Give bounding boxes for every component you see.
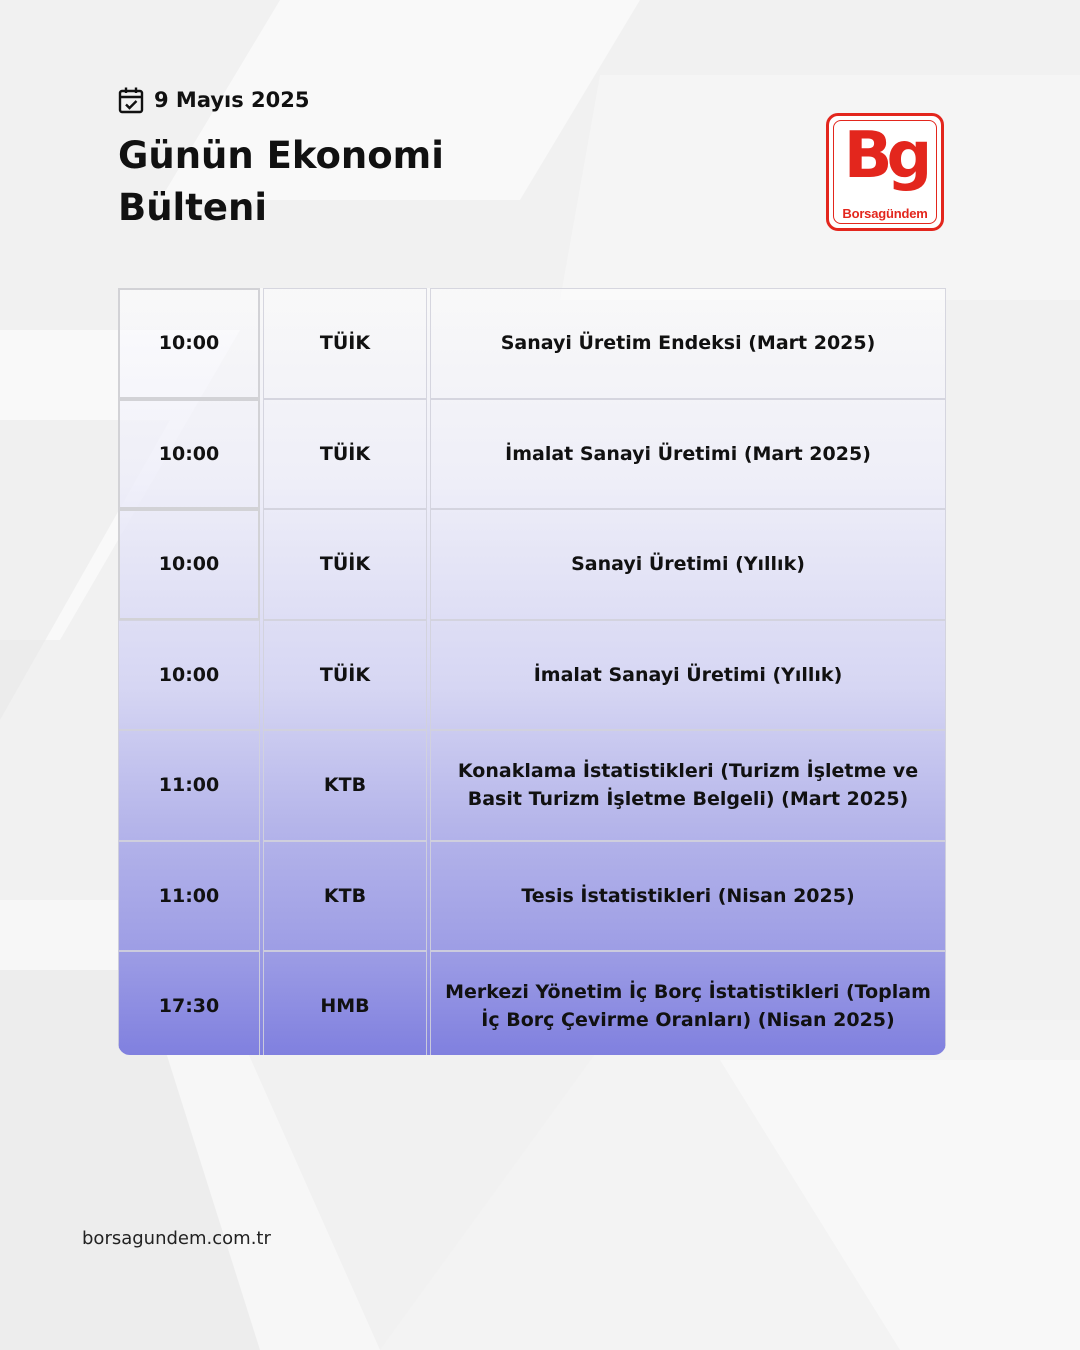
table-row — [118, 620, 946, 731]
table-row — [118, 509, 946, 620]
event-cell-text: İmalat Sanayi Üretimi (Mart 2025) — [505, 442, 871, 465]
event-cell — [430, 730, 946, 841]
time-cell — [118, 620, 260, 731]
event-cell — [430, 288, 946, 399]
time-cell — [118, 951, 260, 1055]
time-cell — [118, 288, 260, 399]
title-line-1: Günün Ekonomi — [118, 134, 444, 177]
event-cell — [430, 951, 946, 1055]
table-row — [118, 841, 946, 952]
event-cell — [430, 620, 946, 731]
event-cell-text: Konaklama İstatistikleri (Turizm İşletme ve Basit Turizm İşletme Belgeli) (Mart 2025) — [457, 760, 919, 811]
time-cell-text: 10:00 — [158, 553, 220, 576]
event-cell — [430, 841, 946, 952]
source-cell — [263, 730, 427, 841]
page-title — [118, 130, 538, 234]
time-cell-text: 17:30 — [158, 995, 220, 1018]
table-row — [118, 951, 946, 1055]
table-row — [118, 288, 946, 399]
borsagundem-logo — [826, 113, 944, 231]
source-cell-text: TÜİK — [319, 442, 371, 465]
event-cell-text: Merkezi Yönetim İç Borç İstatistikleri (Toplam İç Borç Çevirme Oranları) (Nisan 2025) — [445, 981, 931, 1032]
event-cell — [430, 509, 946, 620]
source-cell-text: HMB — [320, 995, 370, 1018]
logo-mark: Bg — [843, 119, 927, 193]
event-cell-text: Tesis İstatistikleri (Nisan 2025) — [521, 884, 855, 907]
table-row — [118, 399, 946, 510]
time-cell — [118, 730, 260, 841]
time-cell — [118, 841, 260, 952]
economic-calendar-table — [118, 288, 946, 1055]
footer-website: borsagundem.com.tr — [82, 1228, 271, 1249]
time-cell — [118, 399, 260, 510]
time-cell — [118, 509, 260, 620]
event-cell-text: Sanayi Üretim Endeksi (Mart 2025) — [500, 332, 876, 355]
event-cell-text: İmalat Sanayi Üretimi (Yıllık) — [533, 663, 843, 686]
table-row — [118, 730, 946, 841]
time-cell-text: 11:00 — [158, 884, 220, 907]
calendar-check-icon — [118, 86, 144, 114]
logo-wordmark: Borsagündem — [842, 206, 928, 221]
source-cell-text: KTB — [323, 774, 367, 797]
source-cell-text: TÜİK — [319, 663, 371, 686]
event-cell — [430, 399, 946, 510]
title-line-2: Bülteni — [118, 186, 268, 229]
time-cell-text: 10:00 — [158, 442, 220, 465]
source-cell — [263, 509, 427, 620]
date-row — [118, 86, 310, 114]
time-cell-text: 10:00 — [158, 332, 220, 355]
bulletin-date: 9 Mayıs 2025 — [154, 88, 310, 112]
source-cell-text: KTB — [323, 884, 367, 907]
source-cell-text: TÜİK — [319, 553, 371, 576]
source-cell — [263, 951, 427, 1055]
source-cell — [263, 841, 427, 952]
source-cell — [263, 399, 427, 510]
source-cell — [263, 620, 427, 731]
source-cell — [263, 288, 427, 399]
time-cell-text: 10:00 — [158, 663, 220, 686]
time-cell-text: 11:00 — [158, 774, 220, 797]
source-cell-text: TÜİK — [319, 332, 371, 355]
event-cell-text: Sanayi Üretimi (Yıllık) — [571, 553, 805, 576]
